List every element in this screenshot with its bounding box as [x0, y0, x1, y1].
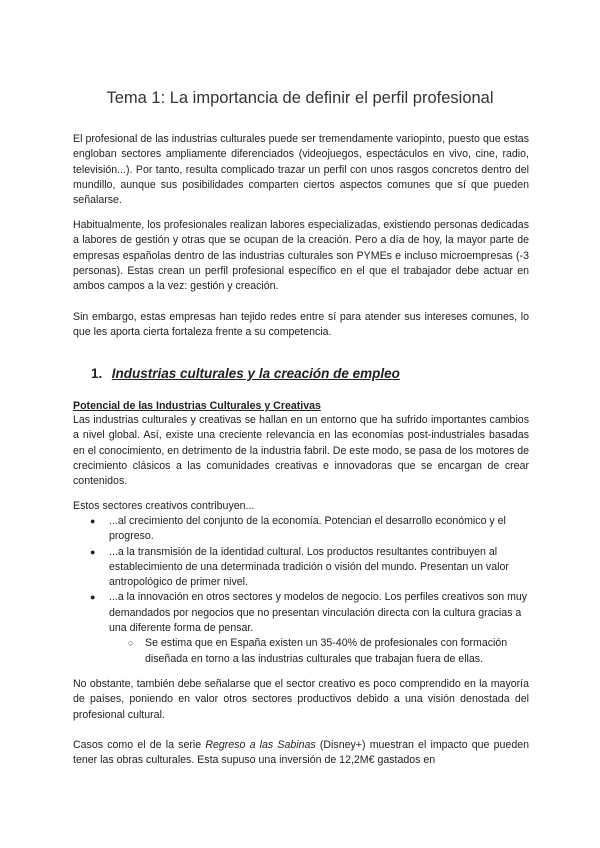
- list-item: [73, 590, 529, 636]
- sub-list-item: [73, 636, 529, 667]
- document-title: Tema 1: La importancia de definir el perfil profesional: [106, 89, 494, 107]
- sub-bullet-icon: ○: [128, 638, 134, 649]
- list-item-text: ...a la innovación en otros sectores y modelos de negocio. Los perfiles creativos son muy demandados por negocios que no presentan vinculación directa con la cultura gracias a una diferente forma de pensar.: [109, 591, 528, 635]
- series-title: Regreso a las Sabinas: [205, 739, 316, 751]
- list-item-text: ...a la transmisión de la identidad cultural. Los productos resultantes contribuyen al establecimiento de una determinada tradición o visión del mundo. Presentan un valor antropológico de primer nivel.: [109, 545, 509, 589]
- text-span: Casos como el de la serie: [73, 739, 206, 751]
- bullet-icon: ●: [90, 546, 96, 557]
- paragraph-redes: Sin embargo, estas empresas han tejido redes entre sí para atender sus intereses comunes, lo que les aporta cierta fortaleza frente a su competencia.: [73, 311, 529, 339]
- bullet-icon: ●: [90, 592, 96, 603]
- list-item: [73, 514, 529, 545]
- text-span: (Disney+) muestran el impacto que pueden tener las obras culturales. Esta supuso una inversión de 12,2M€ gastados en: [73, 739, 529, 767]
- bullet-icon: ●: [90, 516, 96, 526]
- subheading: Potencial de las Industrias Culturales y Creativas: [73, 400, 321, 412]
- paragraph-no-obstante: No obstante, también debe señalarse que el sector creativo es poco comprendido en la mayoría de países, poniendo en valor otros sectores productivos debido a una visión denostada del profesional cultural.: [73, 678, 529, 721]
- paragraph-profesionales: Habitualmente, los profesionales realizan labores especializadas, existiendo personas dedicadas a labores de gestión y otras que se ocupan de la creación. Pero a día de hoy, la mayor parte de empresas españolas dentro de las industrias culturales son PYMEs e incluso microempresas (-3 personas). Estas crean un perfil profesional específico en el que el trabajador debe actuar en ambos campos a la vez: gestión y creación.: [73, 219, 529, 293]
- list-item-text: ...al crecimiento del conjunto de la economía. Potencian el desarrollo económico y el progreso.: [109, 515, 506, 543]
- bullet-list: [73, 514, 529, 667]
- intro-paragraph: El profesional de las industrias culturales puede ser tremendamente variopinto, puesto que estas engloban sectores ampliamente diferenciados (videojuegos, espectáculos en vivo, cine, radio, televisión...). Por tanto, resulta complicado trazar un perfil con unos rasgos concretos dentro del mundillo, aunque sus posibilidades comparten ciertos aspectos comunes que sí que pueden señalarse.: [73, 133, 529, 207]
- section-number: 1.: [91, 366, 103, 381]
- section-title: Industrias culturales y la creación de empleo: [111, 366, 400, 381]
- list-item: [73, 545, 529, 591]
- paragraph-contribuyen: Estos sectores creativos contribuyen...: [73, 500, 255, 512]
- section-heading: [91, 366, 400, 381]
- paragraph-casos: [73, 738, 529, 769]
- sub-list-item-text: Se estima que en España existen un 35-40% de profesionales con formación diseñada en torno a las industrias culturales que trabajan fuera de ellas.: [145, 637, 508, 665]
- paragraph-potencial: Las industrias culturales y creativas se hallan en un entorno que ha sufrido importantes cambios a nivel global. Así, existe una creciente relevancia en las economías post-industriales basadas en el conocimiento, en detrimento de la industria fabril. De este modo, se pasa de los motores de crecimiento clásicos a las comunidades creativas e innovadoras que se encargan de crear contenidos.: [73, 414, 529, 488]
